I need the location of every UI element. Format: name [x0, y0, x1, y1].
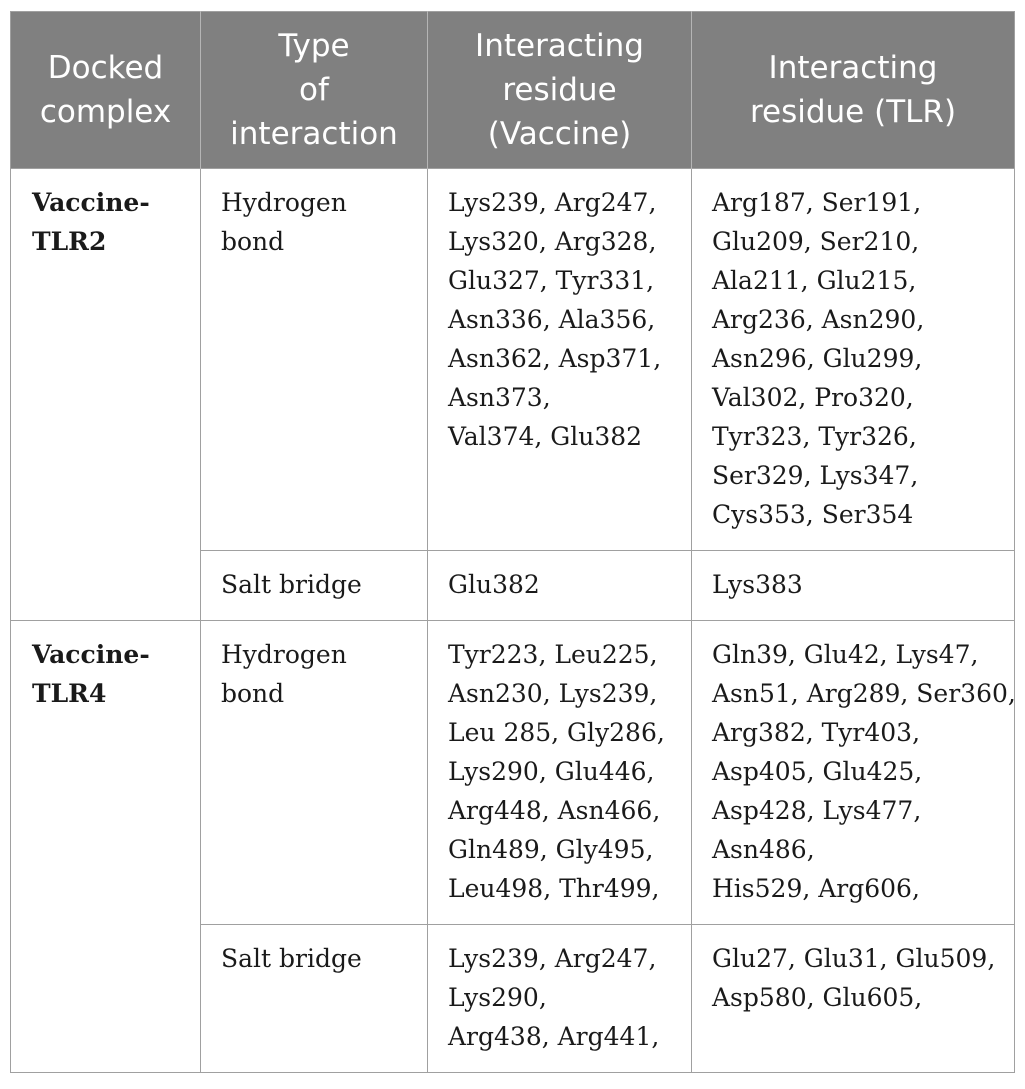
complex-cell-tlr4: Vaccine- TLR4	[11, 621, 201, 1073]
tlr-residues-cell: Glu27, Glu31, Glu509, Asp580, Glu605,	[692, 925, 1015, 1073]
interaction-type-cell: Hydrogen bond	[201, 169, 428, 551]
tlr-residues-cell: Lys383	[692, 551, 1015, 621]
tlr-residues-cell: Gln39, Glu42, Lys47, Asn51, Arg289, Ser360, Arg382, Tyr403, Asp405, Glu425, Asp428, Lys477, Asn486, His529, Arg606,	[692, 621, 1015, 925]
table-header	[11, 12, 1015, 169]
interaction-type-cell: Salt bridge	[201, 925, 428, 1073]
complex-cell-tlr2: Vaccine- TLR2	[11, 169, 201, 621]
header-type-of-interaction: Type of interaction	[201, 12, 428, 169]
interaction-type-cell: Salt bridge	[201, 551, 428, 621]
vaccine-residues-cell: Glu382	[428, 551, 692, 621]
table-row	[11, 169, 1015, 551]
vaccine-residues-cell: Lys239, Arg247, Lys320, Arg328, Glu327, Tyr331, Asn336, Ala356, Asn362, Asp371, Asn373, Val374, Glu382	[428, 169, 692, 551]
table-body	[11, 169, 1015, 1073]
header-interacting-residue-tlr: Interacting residue (TLR)	[692, 12, 1015, 169]
interaction-type-cell: Hydrogen bond	[201, 621, 428, 925]
vaccine-residues-cell: Tyr223, Leu225, Asn230, Lys239, Leu 285, Gly286, Lys290, Glu446, Arg448, Asn466, Gln489, Gly495, Leu498, Thr499,	[428, 621, 692, 925]
header-interacting-residue-vaccine: Interacting residue (Vaccine)	[428, 12, 692, 169]
vaccine-residues-cell: Lys239, Arg247, Lys290, Arg438, Arg441,	[428, 925, 692, 1073]
table-row	[11, 621, 1015, 925]
tlr-residues-cell: Arg187, Ser191, Glu209, Ser210, Ala211, Glu215, Arg236, Asn290, Asn296, Glu299, Val302, Pro320, Tyr323, Tyr326, Ser329, Lys347, Cys353, Ser354	[692, 169, 1015, 551]
header-row	[11, 12, 1015, 169]
docking-interaction-table	[10, 11, 1015, 1073]
header-docked-complex: Docked complex	[11, 12, 201, 169]
